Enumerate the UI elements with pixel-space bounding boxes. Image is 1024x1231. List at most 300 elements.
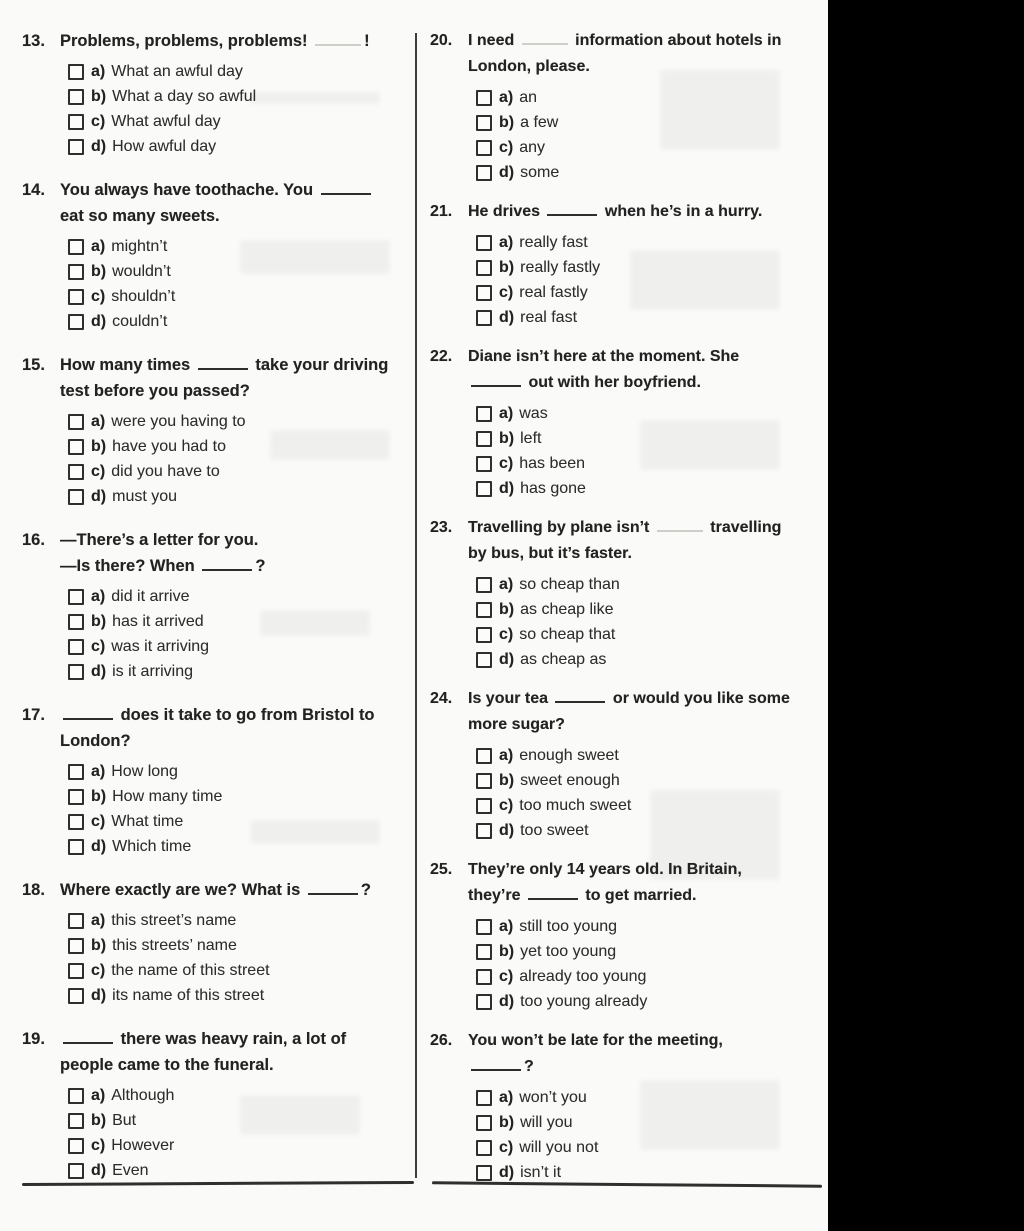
option-text: has it arrived — [112, 613, 204, 630]
option-text: What awful day — [111, 113, 221, 130]
answer-checkbox[interactable] — [476, 1090, 492, 1106]
option-text: Although — [111, 1087, 175, 1104]
answer-checkbox[interactable] — [476, 652, 492, 668]
question-prompt — [22, 877, 416, 903]
option-letter: c) — [91, 638, 106, 655]
option-text: still too young — [519, 918, 618, 935]
option-letter: c) — [499, 284, 514, 301]
option-text: really fastly — [520, 259, 601, 276]
question-prompt — [22, 28, 416, 54]
question — [22, 702, 416, 859]
option-text: did you have to — [111, 463, 220, 480]
answer-option — [68, 834, 416, 859]
answer-option — [476, 793, 824, 818]
question-number: 16. — [22, 531, 45, 549]
answer-option — [68, 908, 416, 933]
answer-option — [476, 1085, 824, 1110]
answer-option — [68, 759, 416, 784]
question-number: 15. — [22, 356, 45, 374]
option-letter: b) — [91, 438, 107, 455]
answer-blank — [555, 688, 605, 703]
answer-checkbox[interactable] — [476, 431, 492, 447]
answer-option — [476, 818, 824, 843]
answer-checkbox[interactable] — [68, 764, 84, 780]
option-letter: a) — [91, 763, 106, 780]
question-prompt — [430, 28, 824, 80]
question — [22, 877, 416, 1008]
option-text: left — [520, 430, 542, 447]
answer-blank — [63, 1029, 113, 1044]
answer-checkbox[interactable] — [476, 627, 492, 643]
option-text: as cheap as — [520, 651, 607, 668]
answer-checkbox[interactable] — [476, 90, 492, 106]
question-prompt-line: London? — [60, 732, 131, 750]
option-letter: b) — [499, 114, 515, 131]
option-letter: d) — [499, 651, 515, 668]
option-letter: c) — [91, 463, 106, 480]
answer-option — [476, 85, 824, 110]
answer-option — [476, 1110, 824, 1135]
question-prompt — [430, 199, 824, 225]
question-text — [468, 1028, 723, 1080]
option-text: real fastly — [519, 284, 588, 301]
option-text: How long — [111, 763, 178, 780]
question-prompt-line: by bus, but it’s faster. — [468, 545, 632, 562]
question-prompt-line: I need information about hotels in — [468, 32, 782, 49]
option-text: so cheap than — [519, 576, 620, 593]
option-text: Even — [112, 1162, 149, 1179]
answer-checkbox[interactable] — [68, 314, 84, 330]
question-number: 24. — [430, 690, 453, 707]
option-text: wouldn’t — [112, 263, 171, 280]
question — [430, 344, 824, 501]
question-text — [468, 28, 781, 80]
question-number: 21. — [430, 203, 453, 220]
question-number: 25. — [430, 861, 453, 878]
option-letter: a) — [499, 576, 514, 593]
option-text: too young already — [520, 993, 648, 1010]
option-text: How awful day — [112, 138, 217, 155]
answer-checkbox[interactable] — [68, 589, 84, 605]
option-letter: d) — [499, 1164, 515, 1181]
answer-checkbox[interactable] — [476, 285, 492, 301]
option-letter: d) — [499, 480, 515, 497]
answer-checkbox[interactable] — [68, 913, 84, 929]
option-letter: a) — [91, 1087, 106, 1104]
column-divider — [415, 33, 417, 1178]
answer-checkbox[interactable] — [68, 1113, 84, 1129]
answer-checkbox[interactable] — [476, 602, 492, 618]
answer-option — [68, 1158, 416, 1183]
answer-option — [476, 230, 824, 255]
answer-options — [22, 59, 416, 159]
option-letter: c) — [499, 797, 514, 814]
answer-options — [430, 401, 824, 501]
answer-checkbox[interactable] — [68, 938, 84, 954]
option-text: the name of this street — [111, 962, 270, 979]
question-prompt — [22, 177, 416, 229]
option-text: sweet enough — [520, 772, 620, 789]
answer-blank — [308, 880, 358, 895]
question-prompt-line: Diane isn’t here at the moment. She — [468, 348, 740, 365]
answer-options — [430, 914, 824, 1014]
question — [22, 1026, 416, 1183]
answer-checkbox[interactable] — [68, 439, 84, 455]
answer-option — [68, 409, 416, 434]
option-text: What an awful day — [111, 63, 243, 80]
option-letter: c) — [91, 288, 106, 305]
answer-checkbox[interactable] — [68, 814, 84, 830]
answer-options — [22, 584, 416, 684]
answer-option — [68, 1108, 416, 1133]
option-text: How many time — [112, 788, 223, 805]
option-letter: a) — [91, 238, 106, 255]
answer-options — [430, 743, 824, 843]
answer-checkbox[interactable] — [476, 919, 492, 935]
question-prompt-line: Where exactly are we? What is ? — [60, 881, 371, 899]
answer-checkbox[interactable] — [476, 140, 492, 156]
question-prompt-line: Is your tea or would you like some — [468, 690, 790, 707]
option-letter: c) — [91, 113, 106, 130]
option-letter: d) — [91, 488, 107, 505]
option-letter: b) — [499, 1114, 515, 1131]
question-prompt-line: They’re only 14 years old. In Britain, — [468, 861, 742, 878]
option-text: this street’s name — [111, 912, 237, 929]
option-letter: a) — [499, 234, 514, 251]
answer-checkbox[interactable] — [68, 89, 84, 105]
option-letter: c) — [91, 962, 106, 979]
question — [22, 527, 416, 684]
option-letter: c) — [499, 968, 514, 985]
question-prompt-line: Travelling by plane isn’t travelling — [468, 519, 782, 536]
option-letter: c) — [91, 813, 106, 830]
question-column-right — [430, 28, 824, 1199]
answer-checkbox[interactable] — [68, 664, 84, 680]
question-text — [468, 199, 762, 225]
question — [22, 177, 416, 334]
answer-checkbox[interactable] — [68, 988, 84, 1004]
answer-options — [430, 230, 824, 330]
option-text: did it arrive — [111, 588, 190, 605]
option-text: isn’t it — [520, 1164, 562, 1181]
option-letter: d) — [91, 313, 107, 330]
answer-option — [68, 784, 416, 809]
question-number: 19. — [22, 1030, 45, 1048]
question-number: 20. — [430, 32, 453, 49]
question-number: 17. — [22, 706, 45, 724]
question-number: 22. — [430, 348, 453, 365]
answer-checkbox[interactable] — [68, 239, 84, 255]
question-text — [468, 686, 790, 738]
answer-option — [68, 809, 416, 834]
answer-checkbox[interactable] — [68, 64, 84, 80]
answer-checkbox[interactable] — [476, 115, 492, 131]
question — [430, 28, 824, 185]
question-prompt — [430, 857, 824, 909]
option-text: What time — [111, 813, 184, 830]
answer-blank — [315, 31, 361, 46]
question-prompt-line: You always have toothache. You — [60, 177, 374, 203]
answer-checkbox[interactable] — [476, 456, 492, 472]
option-text: as cheap like — [520, 601, 614, 618]
answer-checkbox[interactable] — [476, 969, 492, 985]
answer-checkbox[interactable] — [476, 481, 492, 497]
answer-option — [68, 284, 416, 309]
answer-option — [476, 989, 824, 1014]
option-text: mightn’t — [111, 238, 168, 255]
question-prompt — [22, 527, 416, 579]
answer-checkbox[interactable] — [68, 963, 84, 979]
answer-blank — [657, 517, 703, 532]
option-letter: b) — [499, 430, 515, 447]
option-letter: a) — [499, 405, 514, 422]
answer-options — [22, 908, 416, 1008]
question-prompt-line: How many times take your driving — [60, 356, 389, 374]
answer-options — [430, 85, 824, 185]
question-prompt-line: —Is there? When ? — [60, 557, 266, 575]
question-number: 23. — [430, 519, 453, 536]
answer-checkbox[interactable] — [476, 577, 492, 593]
answer-option — [476, 110, 824, 135]
question-prompt-line: out with her boyfriend. — [468, 370, 739, 396]
answer-checkbox[interactable] — [476, 165, 492, 181]
option-letter: b) — [499, 259, 515, 276]
option-letter: d) — [499, 164, 515, 181]
answer-blank — [528, 885, 578, 900]
question — [430, 515, 824, 672]
option-text: couldn’t — [112, 313, 168, 330]
option-text: have you had to — [112, 438, 226, 455]
answer-option — [68, 958, 416, 983]
option-text: won’t you — [519, 1089, 587, 1106]
option-text: has been — [519, 455, 586, 472]
option-text: some — [520, 164, 560, 181]
answer-option — [476, 135, 824, 160]
answer-option — [476, 964, 824, 989]
answer-option — [476, 572, 824, 597]
answer-checkbox[interactable] — [476, 944, 492, 960]
answer-option — [68, 84, 416, 109]
answer-option — [68, 584, 416, 609]
answer-checkbox[interactable] — [68, 839, 84, 855]
option-letter: a) — [499, 918, 514, 935]
option-letter: c) — [499, 626, 514, 643]
answer-checkbox[interactable] — [68, 464, 84, 480]
answer-option — [476, 401, 824, 426]
answer-checkbox[interactable] — [68, 289, 84, 305]
question — [22, 28, 416, 159]
answer-checkbox[interactable] — [476, 773, 492, 789]
question-number: 18. — [22, 881, 45, 899]
answer-checkbox[interactable] — [68, 789, 84, 805]
question-column-left — [22, 28, 416, 1201]
answer-option — [68, 309, 416, 334]
option-text: was — [519, 405, 548, 422]
question — [22, 352, 416, 509]
option-letter: d) — [91, 838, 107, 855]
answer-options — [22, 1083, 416, 1183]
answer-option — [68, 933, 416, 958]
option-letter: d) — [91, 1162, 107, 1179]
question-text — [60, 1026, 346, 1078]
question-text — [60, 28, 370, 54]
answer-checkbox[interactable] — [476, 310, 492, 326]
question-prompt — [430, 344, 824, 396]
answer-checkbox[interactable] — [476, 823, 492, 839]
answer-blank — [547, 201, 597, 216]
option-text: has gone — [520, 480, 586, 497]
answer-options — [430, 1085, 824, 1185]
answer-checkbox[interactable] — [68, 1163, 84, 1179]
answer-option — [476, 622, 824, 647]
option-text: this streets’ name — [112, 937, 237, 954]
option-letter: a) — [499, 747, 514, 764]
answer-checkbox[interactable] — [68, 114, 84, 130]
option-letter: d) — [499, 993, 515, 1010]
answer-option — [476, 160, 824, 185]
answer-checkbox[interactable] — [68, 639, 84, 655]
option-letter: c) — [499, 139, 514, 156]
option-text: Which time — [112, 838, 192, 855]
question-prompt — [430, 515, 824, 567]
answer-option — [476, 914, 824, 939]
option-text: too much sweet — [519, 797, 632, 814]
answer-checkbox[interactable] — [476, 994, 492, 1010]
answer-checkbox[interactable] — [476, 1165, 492, 1181]
option-text: shouldn’t — [111, 288, 176, 305]
question-prompt — [430, 686, 824, 738]
question-text — [468, 857, 742, 909]
question-number: 26. — [430, 1032, 453, 1049]
question — [430, 857, 824, 1014]
question-prompt-line: London, please. — [468, 58, 590, 75]
answer-option — [68, 459, 416, 484]
option-text: yet too young — [520, 943, 617, 960]
option-text: real fast — [520, 309, 578, 326]
question-prompt-line: people came to the funeral. — [60, 1056, 274, 1074]
option-text: its name of this street — [112, 987, 265, 1004]
answer-option — [68, 134, 416, 159]
answer-option — [68, 1133, 416, 1158]
answer-option — [68, 434, 416, 459]
option-letter: d) — [91, 138, 107, 155]
answer-checkbox[interactable] — [68, 264, 84, 280]
question-prompt-line: —There’s a letter for you. — [60, 531, 259, 549]
question-prompt — [22, 1026, 416, 1078]
option-letter: a) — [91, 912, 106, 929]
answer-option — [68, 234, 416, 259]
option-text: an — [519, 89, 538, 106]
answer-checkbox[interactable] — [476, 1115, 492, 1131]
question-text — [468, 344, 739, 396]
question-text — [60, 877, 371, 903]
question-text — [60, 527, 265, 579]
question-prompt-line: there was heavy rain, a lot of — [60, 1026, 346, 1052]
answer-checkbox[interactable] — [68, 1138, 84, 1154]
answer-blank — [471, 372, 521, 387]
answer-blank — [202, 556, 252, 571]
question — [430, 686, 824, 843]
answer-option — [476, 255, 824, 280]
option-text: will you not — [519, 1139, 599, 1156]
question — [430, 1028, 824, 1185]
option-text: is it arriving — [112, 663, 194, 680]
answer-option — [476, 647, 824, 672]
answer-option — [476, 280, 824, 305]
question-prompt-line: test before you passed? — [60, 382, 250, 400]
option-text: a few — [520, 114, 559, 131]
answer-option — [476, 426, 824, 451]
answer-option — [68, 259, 416, 284]
question-prompt-line: more sugar? — [468, 716, 565, 733]
answer-option — [476, 476, 824, 501]
option-letter: a) — [91, 413, 106, 430]
option-text: However — [111, 1137, 175, 1154]
answer-checkbox[interactable] — [68, 1088, 84, 1104]
answer-checkbox[interactable] — [476, 1140, 492, 1156]
answer-options — [22, 234, 416, 334]
answer-blank — [63, 705, 113, 720]
option-text: too sweet — [520, 822, 589, 839]
option-letter: b) — [91, 937, 107, 954]
answer-checkbox[interactable] — [476, 235, 492, 251]
option-text: already too young — [519, 968, 647, 985]
option-text: so cheap that — [519, 626, 616, 643]
option-letter: d) — [499, 822, 515, 839]
answer-option — [476, 1135, 824, 1160]
answer-checkbox[interactable] — [68, 614, 84, 630]
answer-blank — [522, 30, 568, 45]
answer-option — [68, 659, 416, 684]
answer-blank — [471, 1056, 521, 1071]
option-letter: d) — [91, 987, 107, 1004]
answer-checkbox[interactable] — [476, 748, 492, 764]
option-text: were you having to — [111, 413, 246, 430]
answer-checkbox[interactable] — [476, 260, 492, 276]
option-letter: b) — [91, 1112, 107, 1129]
question-text — [468, 515, 781, 567]
answer-checkbox[interactable] — [476, 406, 492, 422]
answer-checkbox[interactable] — [476, 798, 492, 814]
answer-checkbox[interactable] — [68, 139, 84, 155]
answer-option — [476, 451, 824, 476]
question-text — [60, 352, 388, 404]
answer-option — [476, 597, 824, 622]
question-prompt-line: eat so many sweets. — [60, 207, 220, 225]
question-prompt — [22, 702, 416, 754]
answer-option — [68, 634, 416, 659]
answer-option — [68, 109, 416, 134]
option-letter: b) — [499, 601, 515, 618]
answer-option — [476, 939, 824, 964]
answer-option — [68, 983, 416, 1008]
option-letter: b) — [91, 263, 107, 280]
answer-checkbox[interactable] — [68, 489, 84, 505]
question-prompt-line: Problems, problems, problems! ! — [60, 32, 370, 50]
question-prompt — [430, 1028, 824, 1080]
answer-option — [476, 305, 824, 330]
question-number: 14. — [22, 181, 45, 199]
option-text: was it arriving — [111, 638, 210, 655]
option-letter: b) — [499, 943, 515, 960]
question-text — [60, 702, 375, 754]
question-prompt-line: You won’t be late for the meeting, — [468, 1032, 723, 1049]
option-letter: c) — [499, 1139, 514, 1156]
option-letter: a) — [499, 89, 514, 106]
answer-option — [68, 484, 416, 509]
answer-checkbox[interactable] — [68, 414, 84, 430]
option-letter: d) — [499, 309, 515, 326]
